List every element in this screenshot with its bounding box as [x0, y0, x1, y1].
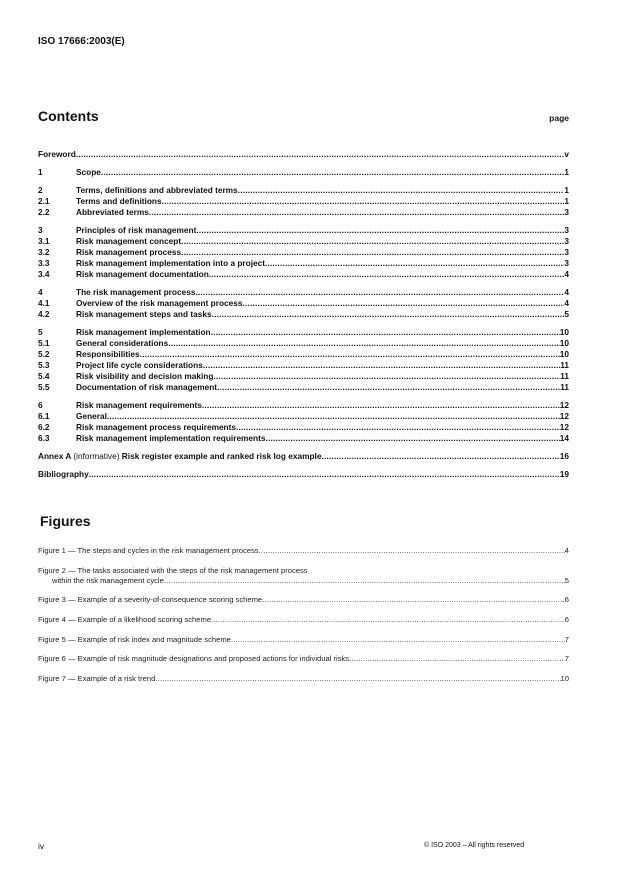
page-ref: v — [564, 149, 569, 159]
toc-entry[interactable] — [38, 469, 569, 480]
dot-leader — [89, 469, 560, 480]
section-number: 6.2 — [38, 422, 50, 432]
page-ref: 7 — [564, 654, 569, 664]
title-text: Risk management documentation — [76, 269, 209, 279]
page-ref: 10 — [560, 674, 569, 684]
page-ref: 10 — [559, 349, 569, 359]
section-title — [76, 298, 242, 309]
section-title — [76, 327, 211, 338]
section-title — [76, 371, 213, 382]
dot-leader — [262, 595, 565, 605]
dot-leader — [203, 360, 560, 371]
section-title — [76, 422, 236, 433]
dot-leader — [266, 433, 560, 444]
dot-leader — [181, 236, 564, 247]
figure-title: Figure 4 — Example of a likelihood scoring scheme — [38, 615, 212, 625]
page-ref: 10 — [559, 338, 569, 348]
section-title — [76, 309, 212, 320]
title-text: Abbreviated terms — [76, 207, 149, 217]
toc-entry[interactable] — [38, 236, 569, 247]
contents-title: Contents — [38, 108, 99, 124]
section-number: 6 — [38, 400, 43, 410]
toc-entry[interactable] — [38, 371, 569, 382]
page-ref: 6 — [564, 595, 569, 605]
toc-entry[interactable] — [38, 309, 569, 320]
toc-entry[interactable] — [38, 225, 569, 236]
title-text: Principles of risk management — [76, 225, 197, 235]
toc-entry[interactable] — [38, 167, 569, 178]
toc-entry[interactable] — [38, 247, 569, 258]
section-title — [76, 185, 238, 196]
dot-leader — [242, 298, 564, 309]
figure-entry[interactable] — [38, 674, 569, 684]
toc-entry[interactable] — [38, 207, 569, 218]
toc-entry[interactable] — [38, 433, 569, 444]
toc-entry[interactable] — [38, 327, 569, 338]
dot-leader — [217, 382, 560, 393]
toc-entry[interactable] — [38, 349, 569, 360]
toc-group — [38, 451, 569, 462]
page-ref: 7 — [564, 634, 569, 644]
page-ref: 14 — [559, 433, 569, 443]
section-title — [76, 167, 101, 178]
toc-group — [38, 400, 569, 444]
section-number: 4.1 — [38, 298, 50, 308]
toc-entry[interactable] — [38, 149, 569, 160]
copyright: © ISO 2003 – All rights reserved — [424, 842, 525, 849]
page-ref: 5 — [564, 309, 569, 319]
page-ref: 5 — [564, 575, 569, 585]
title-text: Bibliography — [38, 469, 89, 479]
annex-note: (informative) — [73, 451, 120, 461]
title-text: Risk management process — [76, 247, 182, 257]
section-title — [76, 287, 195, 298]
dot-leader — [321, 451, 559, 462]
dot-leader — [211, 327, 560, 338]
title-text: Foreword — [38, 149, 76, 159]
section-number: 3.3 — [38, 258, 50, 268]
toc-entry[interactable] — [38, 451, 569, 462]
figure-entry[interactable] — [38, 546, 569, 556]
section-number: 2 — [38, 185, 43, 195]
title-text: Overview of the risk management process — [76, 298, 243, 308]
title-text: Annex A — [38, 451, 72, 461]
figure-entry[interactable] — [38, 615, 569, 625]
title-text: General — [76, 411, 107, 421]
page-ref: 1 — [564, 196, 569, 206]
title-text: The risk management process — [76, 287, 196, 297]
title-text: Risk management implementation — [76, 327, 211, 337]
toc-group — [38, 185, 569, 218]
dot-leader — [211, 615, 565, 625]
toc-entry[interactable] — [38, 298, 569, 309]
figure-entry[interactable] — [38, 595, 569, 605]
page-ref: 3 — [564, 207, 569, 217]
page-ref: 3 — [564, 258, 569, 268]
section-number: 5.1 — [38, 338, 50, 348]
title-text: Risk visibility and decision making — [76, 371, 214, 381]
figure-title: Figure 7 — Example of a risk trend — [38, 674, 156, 684]
toc-entry[interactable] — [38, 258, 569, 269]
section-number: 5.2 — [38, 349, 50, 359]
toc-entry[interactable] — [38, 422, 569, 433]
figure-entry[interactable] — [38, 635, 569, 645]
toc-group — [38, 287, 569, 320]
toc-group — [38, 167, 569, 178]
section-title — [76, 411, 107, 422]
dot-leader — [181, 247, 564, 258]
section-number: 3.2 — [38, 247, 50, 257]
toc-entry[interactable] — [38, 400, 569, 411]
page-number: iv — [38, 841, 45, 851]
figure-title: Figure 2 — The tasks associated with the steps of the risk management process — [38, 565, 308, 575]
dot-leader — [236, 422, 560, 433]
annex-title: Risk register example and ranked risk log example — [121, 451, 322, 461]
figure-title-continued: within the risk management cycle — [52, 575, 164, 585]
figures-title: Figures — [40, 513, 91, 529]
toc-entry[interactable] — [38, 360, 569, 371]
section-title — [76, 196, 162, 207]
page-ref: 4 — [564, 269, 569, 279]
toc-entry[interactable] — [38, 382, 569, 393]
page-ref: 6 — [564, 615, 569, 625]
page-ref: 19 — [559, 469, 569, 479]
title-text: Project life cycle considerations — [76, 360, 203, 370]
figure-entry[interactable] — [38, 654, 569, 664]
title-text: Risk management requirements — [76, 400, 202, 410]
dot-leader — [209, 269, 565, 280]
dot-leader — [202, 400, 560, 411]
page-ref: 11 — [560, 371, 569, 381]
dot-leader — [231, 635, 565, 645]
figure-title-continued-line — [38, 576, 569, 586]
toc-entry[interactable] — [38, 338, 569, 349]
section-number: 4.2 — [38, 309, 50, 319]
title-text: Terms, definitions and abbreviated terms — [76, 185, 238, 195]
title-text: Terms and definitions — [76, 196, 162, 206]
section-title — [76, 400, 202, 411]
section-title — [76, 338, 168, 349]
section-number: 1 — [38, 167, 43, 177]
title-text: Risk management implementation into a project — [76, 258, 266, 268]
document-header: ISO 17666:2003(E) — [38, 36, 125, 47]
title-text: Documentation of risk management — [76, 382, 218, 392]
toc-entry[interactable] — [38, 287, 569, 298]
title-text: Risk management concept — [76, 236, 182, 246]
page-ref: 11 — [560, 360, 569, 370]
section-title — [38, 451, 321, 462]
page-ref: 3 — [564, 247, 569, 257]
title-text: Risk management process requirements — [76, 422, 237, 432]
section-number: 5 — [38, 327, 43, 337]
section-title — [76, 269, 209, 280]
page-ref: 10 — [559, 327, 569, 337]
page-ref: 1 — [564, 185, 569, 195]
section-title — [76, 433, 266, 444]
dot-leader — [349, 654, 565, 664]
section-number: 5.5 — [38, 382, 50, 392]
toc-entry[interactable] — [38, 269, 569, 280]
dot-leader — [155, 674, 560, 684]
toc-entry[interactable] — [38, 196, 569, 207]
dot-leader — [149, 207, 565, 218]
page-ref: 16 — [559, 451, 569, 461]
section-number: 4 — [38, 287, 43, 297]
page-ref: 4 — [564, 546, 569, 555]
section-title — [76, 360, 203, 371]
dot-leader — [259, 546, 565, 556]
figure-entry[interactable] — [38, 566, 569, 586]
section-title — [76, 349, 140, 360]
dot-leader — [212, 309, 565, 320]
page-ref: 3 — [564, 225, 569, 235]
dot-leader — [164, 576, 565, 586]
table-of-contents — [38, 149, 569, 487]
section-number: 2.1 — [38, 196, 50, 206]
section-title — [76, 258, 265, 269]
toc-group — [38, 149, 569, 160]
dot-leader — [195, 287, 564, 298]
section-title — [76, 207, 149, 218]
page-ref: 11 — [560, 382, 569, 392]
toc-group — [38, 469, 569, 480]
section-title — [76, 247, 181, 258]
figure-title: Figure 3 — Example of a severity-of-consequence scoring scheme — [38, 595, 263, 605]
title-text: Risk management steps and tasks — [76, 309, 212, 319]
section-title — [38, 469, 89, 480]
dot-leader — [265, 258, 564, 269]
figure-title: Figure 5 — Example of risk index and magnitude scheme — [38, 634, 231, 644]
section-number: 2.2 — [38, 207, 50, 217]
title-text: Risk management implementation requirements — [76, 433, 266, 443]
dot-leader — [140, 349, 560, 360]
figure-title: Figure 6 — Example of risk magnitude designations and proposed actions for individual risks — [38, 654, 350, 664]
section-title — [76, 382, 217, 393]
list-of-figures — [38, 546, 569, 694]
dot-leader — [196, 225, 564, 236]
section-number: 3 — [38, 225, 43, 235]
page-ref: 12 — [559, 422, 569, 432]
title-text: General considerations — [76, 338, 169, 348]
dot-leader — [213, 371, 560, 382]
dot-leader — [168, 338, 560, 349]
dot-leader — [76, 149, 565, 160]
title-text: Responsibilities — [76, 349, 140, 359]
section-number: 6.1 — [38, 411, 50, 421]
page-ref: 12 — [559, 400, 569, 410]
section-number: 5.3 — [38, 360, 50, 370]
section-number: 6.3 — [38, 433, 50, 443]
page-ref: 4 — [564, 298, 569, 308]
toc-group — [38, 225, 569, 280]
dot-leader — [162, 196, 565, 207]
section-title — [76, 236, 181, 247]
page-ref: 4 — [564, 287, 569, 297]
dot-leader — [107, 411, 560, 422]
dot-leader — [238, 185, 565, 196]
page-ref: 1 — [564, 167, 569, 177]
section-number: 5.4 — [38, 371, 50, 381]
page-ref: 3 — [564, 236, 569, 246]
page-column-label: page — [549, 113, 569, 123]
section-title — [76, 225, 196, 236]
section-title — [38, 149, 76, 160]
section-number: 3.1 — [38, 236, 50, 246]
figure-title: Figure 1 — The steps and cycles in the risk management process — [38, 546, 259, 555]
section-number: 3.4 — [38, 269, 50, 279]
dot-leader — [101, 167, 564, 178]
toc-entry[interactable] — [38, 185, 569, 196]
title-text: Scope — [76, 167, 101, 177]
toc-entry[interactable] — [38, 411, 569, 422]
page-ref: 12 — [559, 411, 569, 421]
toc-group — [38, 327, 569, 393]
